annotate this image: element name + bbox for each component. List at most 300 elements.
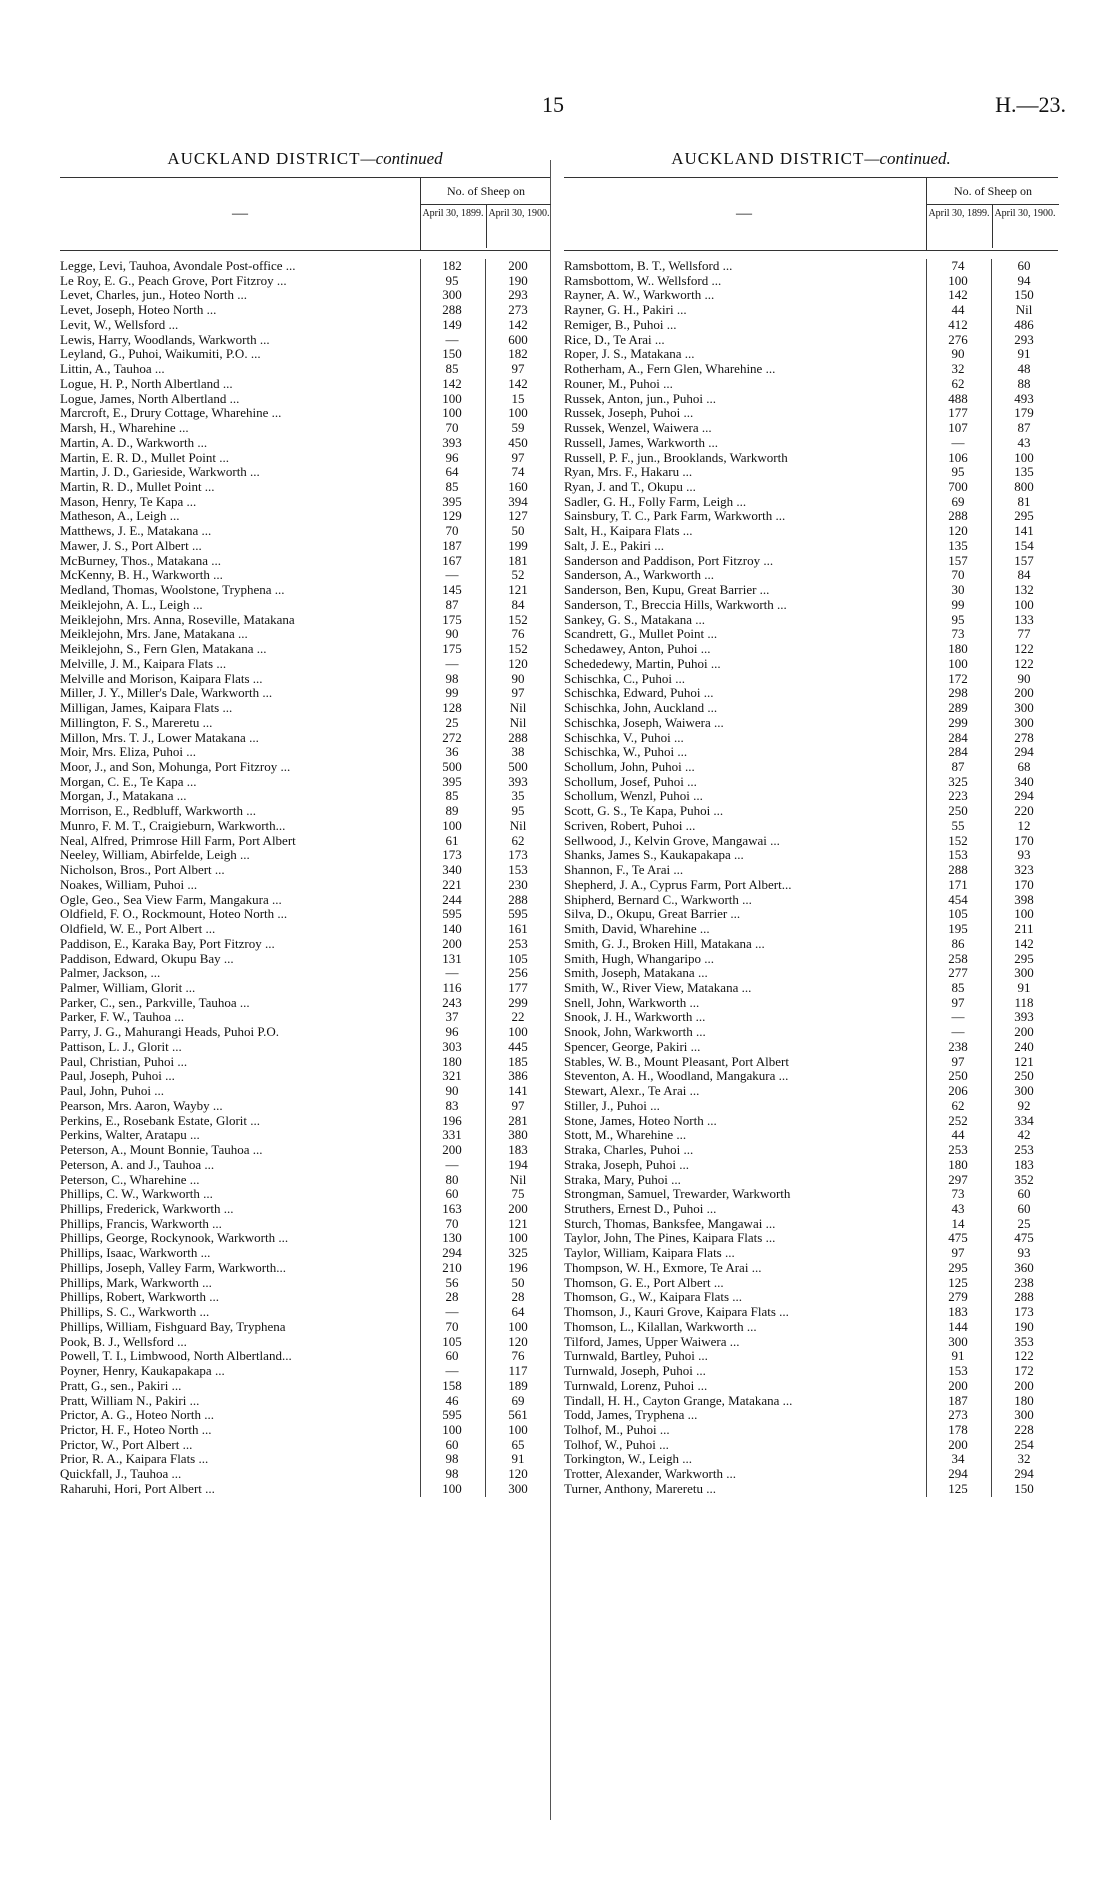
left-year-1899: April 30, 1899.: [422, 208, 484, 219]
table-row: [60, 362, 550, 377]
sheep-1900: 288: [1014, 1289, 1034, 1305]
sheep-1900: 300: [508, 1480, 528, 1496]
sheep-1899: —: [445, 1304, 459, 1320]
table-row: [564, 1084, 1058, 1099]
table-row: [60, 1055, 550, 1070]
sheep-1899: 173: [442, 847, 462, 863]
sheep-1899: 171: [948, 876, 968, 892]
right-district-title: [564, 145, 1058, 173]
sheep-1899: 221: [442, 876, 462, 892]
table-row: [60, 1349, 550, 1364]
owner-name: Stott, M., Wharehine ...: [564, 1128, 687, 1143]
owner-name: Sanderson, A., Warkworth ...: [564, 568, 715, 583]
sheep-1900: 48: [1017, 361, 1031, 377]
table-row: [564, 568, 1058, 583]
table-row: [564, 1069, 1058, 1084]
table-row: [60, 981, 550, 996]
table-row: [60, 1173, 550, 1188]
owner-name: Phillips, C. W., Warkworth ...: [60, 1187, 213, 1202]
table-row: [60, 303, 550, 318]
owner-name: Schollum, Josef, Puhoi ...: [564, 774, 697, 789]
sheep-1899: 90: [445, 626, 459, 642]
sheep-1900: 185: [508, 1053, 528, 1069]
owner-name: Prior, R. A., Kaipara Flats ...: [60, 1452, 209, 1467]
owner-name: Meiklejohn, Mrs. Jane, Matakana ...: [60, 627, 248, 642]
sheep-1899: 298: [948, 685, 968, 701]
sheep-1900: 386: [508, 1068, 528, 1084]
left-table-header: [60, 177, 550, 251]
table-row: [60, 1025, 550, 1040]
sheep-1899: 258: [948, 950, 968, 966]
owner-name: Mason, Henry, Te Kapa ...: [60, 494, 197, 509]
sheep-1899: 303: [442, 1038, 462, 1054]
sheep-1899: 86: [951, 935, 965, 951]
sheep-1899: 130: [442, 1230, 462, 1246]
sheep-1900: 475: [1014, 1230, 1034, 1246]
sheep-1899: 97: [951, 1245, 965, 1261]
table-row: [60, 657, 550, 672]
owner-name: Medland, Thomas, Woolstone, Tryphena ...: [60, 583, 285, 598]
table-row: [60, 716, 550, 731]
table-row: [60, 1128, 550, 1143]
owner-name: Palmer, Jackson, ...: [60, 966, 161, 981]
owner-name: Neeley, William, Abirfelde, Leigh ...: [60, 848, 250, 863]
owner-name: Pearson, Mrs. Aaron, Wayby ...: [60, 1098, 223, 1113]
owner-name: Prictor, H. F., Hoteo North ...: [60, 1423, 212, 1438]
sheep-1899: 294: [948, 1466, 968, 1482]
sheep-1900: 122: [1014, 641, 1034, 657]
table-row: [60, 1217, 550, 1232]
sheep-1899: 43: [951, 1201, 965, 1216]
table-row: [564, 1438, 1058, 1453]
sheep-1899: 91: [951, 1348, 965, 1364]
sheep-1900: 254: [1014, 1436, 1034, 1452]
sheep-1900: 75: [511, 1186, 525, 1202]
table-row: [564, 406, 1058, 421]
owner-name: Martin, R. D., Mullet Point ...: [60, 480, 215, 495]
table-row: [60, 392, 550, 407]
sheep-1900: 121: [1014, 1053, 1034, 1069]
table-row: [564, 922, 1058, 937]
owner-name: Millon, Mrs. T. J., Lower Matakana ...: [60, 730, 259, 745]
table-row: [564, 1349, 1058, 1364]
sheep-1899: 100: [442, 1480, 462, 1496]
sheep-1900: 76: [511, 626, 525, 642]
sheep-1900: 50: [511, 523, 525, 539]
sheep-1900: 493: [1014, 390, 1034, 406]
sheep-1900: 100: [508, 1230, 528, 1246]
sheep-1899: 150: [442, 346, 462, 362]
owner-name: Ryan, Mrs. F., Hakaru ...: [564, 465, 693, 480]
table-row: [564, 451, 1058, 466]
sheep-1900: 100: [508, 1422, 528, 1438]
sheep-1899: 142: [442, 375, 462, 391]
owner-name: Turnwald, Joseph, Puhoi ...: [564, 1364, 706, 1379]
owner-name: Rayner, G. H., Pakiri ...: [564, 303, 687, 318]
left-sheep-title: No. of Sheep on: [421, 178, 551, 205]
table-row: [564, 819, 1058, 834]
sheep-1900: 120: [508, 1333, 528, 1349]
sheep-1900: Nil: [509, 1171, 527, 1187]
table-row: [564, 789, 1058, 804]
owner-name: Tilford, James, Upper Waiwera ...: [564, 1334, 740, 1349]
sheep-1900: 150: [1014, 287, 1034, 303]
left-year-1900: April 30, 1900.: [486, 205, 551, 248]
sheep-1899: 288: [948, 862, 968, 878]
sheep-1900: 142: [508, 316, 528, 332]
owner-name: Paul, John, Puhoi ...: [60, 1084, 165, 1099]
sheep-1900: 300: [1014, 965, 1034, 981]
owner-name: Silva, D., Okupu, Great Barrier ...: [564, 907, 741, 922]
owner-name: Sankey, G. S., Matakana ...: [564, 612, 706, 627]
sheep-1899: 180: [442, 1053, 462, 1069]
sheep-1900: 122: [1014, 655, 1034, 671]
sheep-1900: 300: [1014, 1407, 1034, 1423]
table-row: [60, 1408, 550, 1423]
sheep-1899: 95: [445, 272, 459, 288]
right-table-body: [564, 259, 1058, 1497]
table-row: [60, 627, 550, 642]
left-district-title: [60, 145, 550, 173]
sheep-1899: 97: [951, 1053, 965, 1069]
sheep-1900: 28: [511, 1289, 525, 1305]
table-row: [60, 495, 550, 510]
sheep-1899: 331: [442, 1127, 462, 1143]
sheep-1900: 100: [1014, 596, 1034, 612]
sheep-1899: 152: [948, 832, 968, 848]
table-row: [60, 583, 550, 598]
sheep-1900: 450: [508, 434, 528, 450]
owner-name: Turnwald, Lorenz, Puhoi ...: [564, 1378, 708, 1393]
table-row: [60, 1187, 550, 1202]
sheep-1900: 94: [1017, 272, 1031, 288]
table-row: [564, 1379, 1058, 1394]
table-row: [564, 1290, 1058, 1305]
owner-name: Leyland, G., Puhoi, Waikumiti, P.O. ...: [60, 347, 261, 362]
right-table-header: [564, 177, 1058, 251]
sheep-1900: 190: [1014, 1318, 1034, 1334]
table-row: [564, 745, 1058, 760]
owner-name: Tolhof, M., Puhoi ...: [564, 1423, 670, 1438]
sheep-1900: 152: [508, 611, 528, 627]
table-row: [564, 1217, 1058, 1232]
sheep-1899: 60: [445, 1436, 459, 1452]
table-row: [564, 1408, 1058, 1423]
table-row: [60, 1394, 550, 1409]
owner-name: Thomson, G. E., Port Albert ...: [564, 1275, 724, 1290]
sheep-1900: 220: [1014, 803, 1034, 819]
owner-name: Schollum, John, Puhoi ...: [564, 759, 695, 774]
table-row: [60, 789, 550, 804]
sheep-1900: 120: [508, 655, 528, 671]
sheep-1900: 74: [511, 464, 525, 480]
sheep-1900: 177: [508, 979, 528, 995]
sheep-1899: 34: [951, 1451, 965, 1467]
table-row: [564, 996, 1058, 1011]
sheep-1900: 238: [1014, 1274, 1034, 1290]
sheep-1899: 272: [442, 729, 462, 745]
sheep-1900: 393: [1014, 1009, 1034, 1025]
table-row: [564, 259, 1058, 274]
table-row: [60, 1246, 550, 1261]
sheep-1899: 250: [948, 1068, 968, 1084]
sheep-1900: 15: [511, 390, 525, 406]
owner-name: Snook, John, Warkworth ...: [564, 1025, 706, 1040]
sheep-1899: 100: [442, 390, 462, 406]
owner-name: Taylor, John, The Pines, Kaipara Flats ...: [564, 1231, 776, 1246]
table-row: [60, 1452, 550, 1467]
owner-name: Schededewy, Martin, Puhoi ...: [564, 656, 721, 671]
owner-name: Melville, J. M., Kaipara Flats ...: [60, 656, 227, 671]
sheep-1899: 85: [445, 361, 459, 377]
sheep-1900: 200: [508, 258, 528, 273]
sheep-1900: 127: [508, 508, 528, 524]
owner-name: Prictor, W., Port Albert ...: [60, 1437, 193, 1452]
sheep-1900: 32: [1017, 1451, 1031, 1467]
table-row: [60, 731, 550, 746]
table-row: [564, 1202, 1058, 1217]
sheep-1899: 61: [445, 832, 459, 848]
owner-name: Moor, J., and Son, Mohunga, Port Fitzroy ...: [60, 759, 291, 774]
sheep-1899: 36: [445, 744, 459, 760]
sheep-1899: —: [951, 434, 965, 450]
sheep-1900: 172: [1014, 1363, 1034, 1379]
sheep-1899: 44: [951, 302, 965, 318]
table-row: [60, 288, 550, 303]
table-row: [60, 819, 550, 834]
table-row: [564, 731, 1058, 746]
owner-name: Marsh, H., Wharehine ...: [60, 421, 189, 436]
owner-name: Smith, Joseph, Matakana ...: [564, 966, 708, 981]
sheep-1900: 281: [508, 1112, 528, 1128]
sheep-1900: 122: [1014, 1348, 1034, 1364]
owner-name: Pratt, G., sen., Pakiri ...: [60, 1378, 182, 1393]
sheep-1900: 77: [1017, 626, 1031, 642]
sheep-1900: 253: [1014, 1142, 1034, 1158]
sheep-1900: 152: [508, 641, 528, 657]
table-row: [564, 1187, 1058, 1202]
table-row: [564, 627, 1058, 642]
sheep-1900: 293: [1014, 331, 1034, 347]
owner-name: Sadler, G. H., Folly Farm, Leigh ...: [564, 494, 747, 509]
sheep-1899: 73: [951, 1186, 965, 1202]
sheep-1899: 70: [951, 567, 965, 583]
table-row: [564, 642, 1058, 657]
owner-name: Sanderson, T., Breccia Hills, Warkworth ...: [564, 597, 787, 612]
owner-name: Palmer, William, Glorit ...: [60, 980, 196, 995]
owner-name: Stewart, Alexr., Te Arai ...: [564, 1084, 700, 1099]
sheep-1899: 210: [442, 1259, 462, 1275]
table-row: [60, 318, 550, 333]
table-row: [564, 539, 1058, 554]
owner-name: Phillips, William, Fishguard Bay, Tryphena: [60, 1319, 286, 1334]
owner-name: Shanks, James S., Kaukapakapa ...: [564, 848, 744, 863]
owner-name: Matheson, A., Leigh ...: [60, 509, 180, 524]
owner-name: Matthews, J. E., Matakana ...: [60, 524, 212, 539]
sheep-1900: 97: [511, 1097, 525, 1113]
sheep-1900: 288: [508, 729, 528, 745]
table-row: [60, 996, 550, 1011]
owner-name: Smith, David, Wharehine ...: [564, 922, 710, 937]
table-row: [564, 554, 1058, 569]
owner-name: Noakes, William, Puhoi ...: [60, 877, 198, 892]
table-row: [564, 583, 1058, 598]
table-row: [60, 1261, 550, 1276]
owner-name: Taylor, William, Kaipara Flats ...: [564, 1246, 735, 1261]
owner-name: Morrison, E., Redbluff, Warkworth ...: [60, 804, 256, 819]
table-row: [564, 465, 1058, 480]
table-row: [60, 1084, 550, 1099]
right-year-1899: April 30, 1899.: [928, 208, 990, 219]
owner-name: Legge, Levi, Tauhoa, Avondale Post-office ...: [60, 259, 296, 273]
table-row: [60, 775, 550, 790]
sheep-1900: 100: [508, 405, 528, 421]
sheep-1899: 273: [948, 1407, 968, 1423]
owner-name: Tolhof, W., Puhoi ...: [564, 1437, 669, 1452]
sheep-1900: 118: [1014, 994, 1034, 1010]
sheep-1899: 297: [948, 1171, 968, 1187]
sheep-1900: 200: [1014, 1377, 1034, 1393]
sheep-1899: 120: [948, 523, 968, 539]
sheep-1899: 89: [445, 803, 459, 819]
table-row: [60, 436, 550, 451]
sheep-1900: 194: [508, 1156, 528, 1172]
sheep-1899: 250: [948, 803, 968, 819]
owner-name: Sturch, Thomas, Banksfee, Mangawai ...: [564, 1216, 776, 1231]
table-row: [564, 981, 1058, 996]
sheep-1899: 289: [948, 700, 968, 716]
sheep-1900: 398: [1014, 891, 1034, 907]
sheep-1899: 70: [445, 1215, 459, 1231]
sheep-1899: 284: [948, 729, 968, 745]
owner-name: Ogle, Geo., Sea View Farm, Mangakura ...: [60, 892, 282, 907]
sheep-1899: 284: [948, 744, 968, 760]
sheep-1900: 92: [1017, 1097, 1031, 1113]
owner-name: Straka, Mary, Puhoi ...: [564, 1172, 681, 1187]
sheep-1899: 206: [948, 1083, 968, 1099]
owner-name: Russell, P. F., jun., Brooklands, Warkworth: [564, 450, 788, 465]
sheep-1900: 170: [1014, 876, 1034, 892]
sheep-1899: 37: [445, 1009, 459, 1025]
owner-name: Todd, James, Tryphena ...: [564, 1408, 698, 1423]
owner-name: Neal, Alfred, Primrose Hill Farm, Port Albert: [60, 833, 296, 848]
sheep-1899: 60: [445, 1348, 459, 1364]
table-row: [60, 613, 550, 628]
table-row: [564, 1482, 1058, 1497]
owner-name: Millington, F. S., Mareretu ...: [60, 715, 213, 730]
sheep-1900: 100: [1014, 449, 1034, 465]
owner-name: Parker, F. W., Tauhoa ...: [60, 1010, 185, 1025]
owner-name: Smith, Hugh, Whangaripo ...: [564, 951, 714, 966]
left-table-body: [60, 259, 550, 1497]
table-row: [564, 495, 1058, 510]
sheep-1900: 59: [511, 420, 525, 436]
table-row: [60, 1320, 550, 1335]
sheep-1899: 153: [948, 1363, 968, 1379]
sheep-1899: 56: [445, 1274, 459, 1290]
sheep-1899: 98: [445, 1451, 459, 1467]
owner-name: Peterson, C., Wharehine ...: [60, 1172, 200, 1187]
owner-name: Sanderson and Paddison, Port Fitzroy ...: [564, 553, 774, 568]
table-row: [60, 966, 550, 981]
table-row: [60, 406, 550, 421]
sheep-1899: 321: [442, 1068, 462, 1084]
owner-name: Schischka, John, Auckland ...: [564, 701, 718, 716]
table-row: [60, 878, 550, 893]
sheep-1900: 60: [1017, 1186, 1031, 1202]
owner-name: Prictor, A. G., Hoteo North ...: [60, 1408, 215, 1423]
sheep-1899: 95: [951, 464, 965, 480]
owner-name: Smith, G. J., Broken Hill, Matakana ...: [564, 936, 765, 951]
owner-name: Thomson, J., Kauri Grove, Kaipara Flats ...: [564, 1305, 789, 1320]
owner-name: Rouner, M., Puhoi ...: [564, 376, 673, 391]
owner-name: Torkington, W., Leigh ...: [564, 1452, 693, 1467]
table-row: [564, 760, 1058, 775]
sheep-1900: 100: [508, 1024, 528, 1040]
owner-name: Scott, G. S., Te Kapa, Puhoi ...: [564, 804, 724, 819]
column-divider: [550, 160, 551, 1820]
table-row: [60, 554, 550, 569]
owner-name: McKenny, B. H., Warkworth ...: [60, 568, 223, 583]
owner-name: Melville and Morison, Kaipara Flats ...: [60, 671, 263, 686]
owner-name: Rayner, A. W., Warkworth ...: [564, 288, 715, 303]
table-row: [60, 1379, 550, 1394]
sheep-1899: 157: [948, 552, 968, 568]
sheep-1900: 50: [511, 1274, 525, 1290]
table-row: [564, 598, 1058, 613]
sheep-1899: 87: [445, 596, 459, 612]
table-row: [564, 1010, 1058, 1025]
table-row: [564, 1025, 1058, 1040]
table-row: [60, 333, 550, 348]
sheep-1899: 244: [442, 891, 462, 907]
owner-name: Scandrett, G., Mullet Point ...: [564, 627, 718, 642]
sheep-1899: 187: [948, 1392, 968, 1408]
table-row: [564, 392, 1058, 407]
sheep-1899: 182: [442, 258, 462, 273]
table-row: [60, 1467, 550, 1482]
table-row: [60, 1231, 550, 1246]
right-sheep-title: No. of Sheep on: [927, 178, 1059, 205]
sheep-1899: 172: [948, 670, 968, 686]
sheep-1899: 595: [442, 1407, 462, 1423]
table-row: [564, 377, 1058, 392]
table-row: [564, 672, 1058, 687]
sheep-1899: 340: [442, 862, 462, 878]
table-row: [60, 1305, 550, 1320]
table-row: [60, 1290, 550, 1305]
sheep-1900: 295: [1014, 950, 1034, 966]
sheep-1899: 475: [948, 1230, 968, 1246]
owner-name: Thompson, W. H., Exmore, Te Arai ...: [564, 1260, 762, 1275]
owner-name: Schedawey, Anton, Puhoi ...: [564, 642, 711, 657]
owner-name: Logue, H. P., North Albertland ...: [60, 376, 233, 391]
table-row: [60, 834, 550, 849]
sheep-1900: 189: [508, 1377, 528, 1393]
sheep-1899: 100: [442, 817, 462, 833]
sheep-1899: —: [445, 655, 459, 671]
table-row: [564, 1055, 1058, 1070]
owner-name: Spencer, George, Pakiri ...: [564, 1039, 701, 1054]
sheep-1900: 256: [508, 965, 528, 981]
sheep-1900: 190: [508, 272, 528, 288]
sheep-1899: 85: [951, 979, 965, 995]
sheep-1900: 353: [1014, 1333, 1034, 1349]
owner-name: Strongman, Samuel, Trewarder, Warkworth: [564, 1187, 791, 1202]
sheep-1899: 70: [445, 420, 459, 436]
sheep-1899: —: [445, 1156, 459, 1172]
sheep-1899: —: [445, 567, 459, 583]
